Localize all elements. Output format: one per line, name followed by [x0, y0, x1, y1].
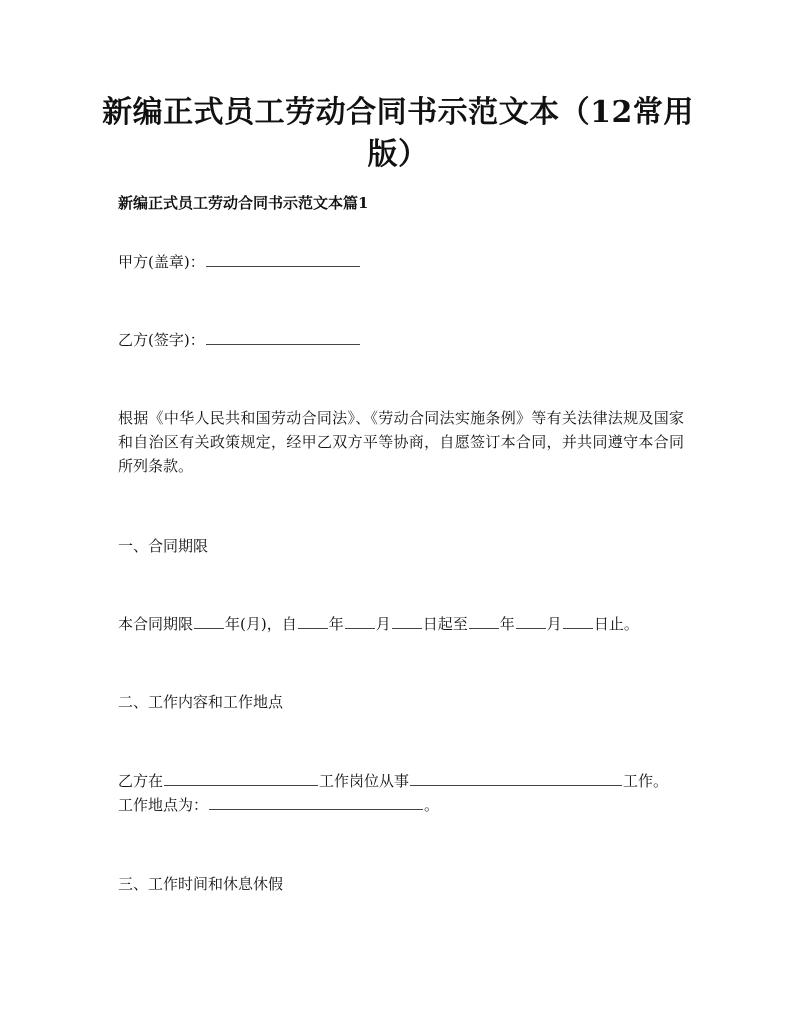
work-text-a: 乙方在	[118, 772, 164, 790]
work-post-line	[118, 769, 684, 793]
start-year-blank[interactable]	[298, 612, 328, 629]
work-text-e: 。	[424, 796, 440, 814]
start-day-blank[interactable]	[392, 612, 422, 629]
end-month-blank[interactable]	[516, 612, 546, 629]
term-text-g: 月	[546, 615, 562, 633]
section-subtitle: 新编正式员工劳动合同书示范文本篇1	[118, 194, 369, 212]
work-text-c: 工作。	[623, 772, 669, 790]
term-text-b: 年(月)，自	[225, 615, 297, 633]
term-length-blank[interactable]	[194, 612, 224, 629]
party-b-label: 乙方(签字)：	[118, 331, 205, 349]
term-text-h: 日止。	[593, 615, 639, 633]
section-1-heading: 一、合同期限	[118, 537, 209, 555]
preamble-paragraph: 根据《中华人民共和国劳动合同法》、《劳动合同法实施条例》等有关法律法规及国家和自治区有关政策规定，经甲乙双方平等协商，自愿签订本合同，并共同遵守本合同所列条款。	[118, 409, 684, 475]
work-text-b: 工作岗位从事	[319, 772, 410, 790]
term-text-a: 本合同期限	[118, 615, 194, 633]
term-text-e: 日起至	[422, 615, 468, 633]
term-text-f: 年	[499, 615, 515, 633]
department-blank[interactable]	[164, 769, 318, 786]
end-year-blank[interactable]	[469, 612, 499, 629]
term-text-c: 年	[328, 615, 344, 633]
party-a-label: 甲方(盖章)：	[118, 253, 205, 271]
title-line-2: 版）	[367, 137, 429, 172]
section-2-heading: 二、工作内容和工作地点	[118, 693, 284, 711]
work-location-blank[interactable]	[209, 793, 423, 810]
party-a-signature-blank[interactable]	[206, 250, 360, 267]
end-day-blank[interactable]	[563, 612, 593, 629]
party-a-line	[118, 250, 684, 274]
document-title	[100, 92, 696, 176]
work-location-line	[118, 793, 684, 817]
title-line-1: 新编正式员工劳动合同书示范文本（12常用	[102, 95, 694, 130]
job-content-blank[interactable]	[410, 769, 622, 786]
contract-term-line	[118, 612, 684, 636]
term-text-d: 月	[375, 615, 391, 633]
section-3-heading: 三、工作时间和休息休假	[118, 875, 284, 893]
start-month-blank[interactable]	[345, 612, 375, 629]
party-b-line	[118, 328, 684, 352]
party-b-signature-blank[interactable]	[206, 328, 360, 345]
work-text-d: 工作地点为：	[118, 796, 209, 814]
